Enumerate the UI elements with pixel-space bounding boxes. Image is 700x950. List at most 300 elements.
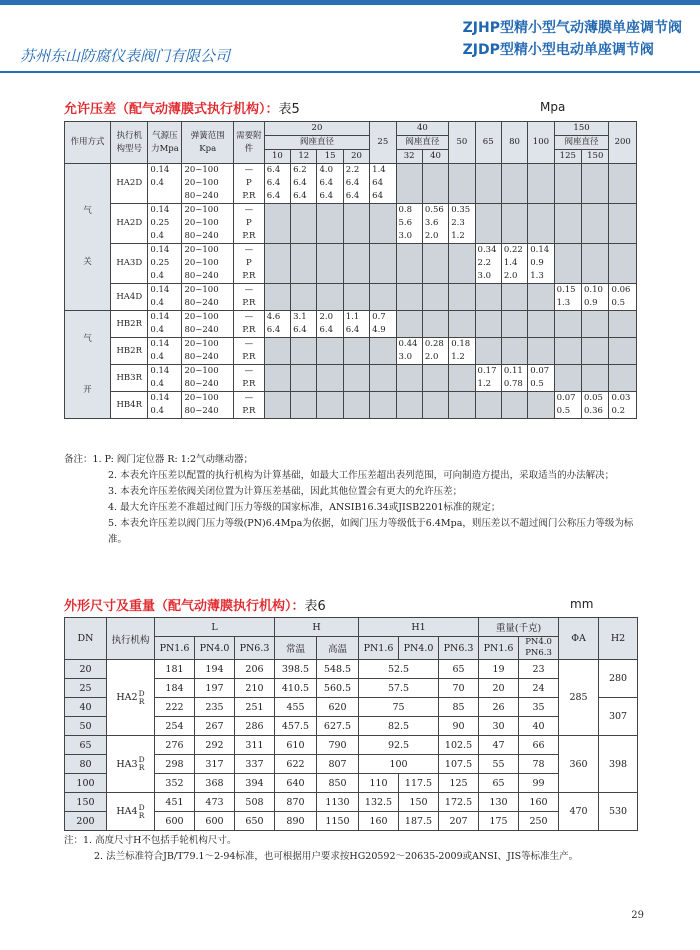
H1-value: 125 xyxy=(439,774,479,793)
table5-title xyxy=(64,98,300,117)
pressure-cell xyxy=(396,164,422,204)
spring-range-cell xyxy=(182,284,234,311)
pressure-cell xyxy=(609,338,637,365)
pressure-cell xyxy=(264,338,290,365)
pressure-cell xyxy=(343,311,369,338)
dn-cell: 150 xyxy=(65,793,107,812)
spring-range-cell xyxy=(182,244,234,284)
cell-line: 0.25 xyxy=(150,218,170,228)
pressure-cell xyxy=(317,164,343,204)
cell-line: 0.28 xyxy=(424,339,444,349)
pressure-cell xyxy=(370,338,396,365)
table5-body xyxy=(65,164,637,419)
table6-unit: mm xyxy=(570,597,594,611)
pressure-cell xyxy=(396,284,422,311)
seat-32: 32 xyxy=(396,150,422,164)
pressure-cell xyxy=(528,311,554,338)
cell-line: P.R xyxy=(242,325,256,335)
cell-line: 6.4 xyxy=(293,325,307,335)
pressure-cell xyxy=(528,204,554,244)
accessory-cell xyxy=(234,365,265,392)
H1-value: 85 xyxy=(439,698,479,717)
table5-unit: Mpa xyxy=(540,100,566,114)
col-spring-range: 弹簧范围Kpa xyxy=(182,122,234,164)
pressure-cell xyxy=(422,311,448,338)
accessory-cell xyxy=(234,392,265,419)
L-value: 311 xyxy=(235,736,275,755)
cell-line: P xyxy=(246,258,252,268)
actuator-model: HB2R xyxy=(111,311,148,338)
H-value: 620 xyxy=(317,698,359,717)
note-3: 3. 本表允许压差依阀关闭位置为计算压差基础，因此其他位置会有更大的允许压差； xyxy=(108,486,463,497)
cell-line: 1.1 xyxy=(345,312,360,322)
col-air-pressure: 气源压力Mpa xyxy=(148,122,182,164)
table5-row xyxy=(65,204,637,244)
cell-line: 4.9 xyxy=(372,325,386,335)
weight-value: 65 xyxy=(479,774,519,793)
pressure-cell xyxy=(609,311,637,338)
pressure-cell xyxy=(396,204,422,244)
pressure-cell xyxy=(554,338,581,365)
pressure-cell xyxy=(582,164,609,204)
air-pressure-cell xyxy=(148,244,182,284)
cell-line: 6.4 xyxy=(293,191,307,201)
actuator-model: HA4D xyxy=(111,284,148,311)
cell-line: 0.14 xyxy=(150,312,170,322)
cell-line: 2.0 xyxy=(424,352,439,362)
pressure-cell xyxy=(370,392,396,419)
H1-value: 92.5 xyxy=(359,736,439,755)
col-weight: 重量(千克) xyxy=(479,618,559,637)
W-pn40-63: PN4.0 PN6.3 xyxy=(519,637,559,660)
table5-row xyxy=(65,164,637,204)
cell-line: 20~100 xyxy=(184,245,219,255)
L-value: 473 xyxy=(195,793,235,812)
table6-number: 表6 xyxy=(304,599,326,614)
pressure-cell xyxy=(291,204,317,244)
table6-row xyxy=(65,793,638,812)
H-value: 790 xyxy=(317,736,359,755)
H-value: 640 xyxy=(275,774,317,793)
actuator-cell xyxy=(107,736,155,793)
H-value: 627.5 xyxy=(317,717,359,736)
col-actuator: 执行机构 xyxy=(107,618,155,660)
header-title-1: ZJHP型精小型气动薄膜单座调节阀 xyxy=(462,20,682,36)
pressure-cell xyxy=(370,365,396,392)
air-pressure-cell xyxy=(148,392,182,419)
cell-line: 2.0 xyxy=(319,312,333,322)
pressure-cell xyxy=(609,392,637,419)
H-value: 1150 xyxy=(317,812,359,831)
pressure-cell xyxy=(264,284,290,311)
H1-value: 100 xyxy=(359,755,439,774)
L-value: 337 xyxy=(235,755,275,774)
pressure-cell xyxy=(291,164,317,204)
cell-line: 80~240 xyxy=(184,352,219,362)
seat-15: 15 xyxy=(317,150,343,164)
accessory-cell xyxy=(234,338,265,365)
cell-line: — xyxy=(244,312,254,322)
note-2: 2. 本表允许压差以配置的执行机构为计算基础，如最大工作压差超出表列范围，可向制造方提出，采取适当的办法解决； xyxy=(108,470,615,481)
cell-line: 20~100 xyxy=(184,218,219,228)
pressure-cell xyxy=(475,204,501,244)
cell-line: 0.44 xyxy=(398,339,418,349)
table5-row xyxy=(65,392,637,419)
H-value: 850 xyxy=(317,774,359,793)
table5-row xyxy=(65,338,637,365)
seat-40: 40 xyxy=(422,150,448,164)
weight-value: 30 xyxy=(479,717,519,736)
cell-line: 0.9 xyxy=(584,298,598,308)
weight-value: 47 xyxy=(479,736,519,755)
dn-50: 50 xyxy=(449,122,475,164)
pressure-cell xyxy=(396,244,422,284)
H1-value: 75 xyxy=(359,698,439,717)
weight-value: 250 xyxy=(519,812,559,831)
dn-65: 65 xyxy=(475,122,501,164)
L-value: 251 xyxy=(235,698,275,717)
L-value: 194 xyxy=(195,660,235,679)
L-value: 352 xyxy=(155,774,195,793)
cell-line: 80~240 xyxy=(184,325,219,335)
pressure-cell xyxy=(554,164,581,204)
cell-line: 2.2 xyxy=(477,258,492,268)
cell-line: 0.14 xyxy=(150,285,170,295)
pressure-cell xyxy=(582,204,609,244)
L-value: 600 xyxy=(155,812,195,831)
note-4: 4. 最大允许压差不准超过阀门压力等级的国家标准，ANSIB16.34或JISB2201标准的规定； xyxy=(108,502,501,513)
H-high: 高温 xyxy=(317,637,359,660)
weight-value: 26 xyxy=(479,698,519,717)
weight-value: 66 xyxy=(519,736,559,755)
table6-title-text: 外形尺寸及重量（配气动薄膜执行机构）： xyxy=(64,599,305,614)
pressure-cell xyxy=(343,365,369,392)
H1-value: 150 xyxy=(399,793,439,812)
pressure-cell xyxy=(501,284,527,311)
allowable-pressure-table xyxy=(64,121,637,419)
pressure-cell xyxy=(422,204,448,244)
cell-line: P.R xyxy=(242,379,256,389)
H-value: 457.5 xyxy=(275,717,317,736)
pressure-cell xyxy=(475,392,501,419)
pressure-cell xyxy=(370,311,396,338)
accessory-cell xyxy=(234,311,265,338)
cell-line: 0.11 xyxy=(503,366,523,376)
phiA-value: 360 xyxy=(559,736,599,793)
pressure-cell xyxy=(501,164,527,204)
pressure-cell xyxy=(291,365,317,392)
seat-dia-40: 阀座直径 xyxy=(396,136,449,150)
cell-line: — xyxy=(244,245,254,255)
H-normal: 常温 xyxy=(275,637,317,660)
pressure-cell xyxy=(528,164,554,204)
seat-150: 150 xyxy=(582,150,609,164)
accessory-cell xyxy=(234,284,265,311)
L-value: 181 xyxy=(155,660,195,679)
H2-value: 280 xyxy=(599,660,638,698)
pressure-cell xyxy=(264,365,290,392)
dn-cell: 20 xyxy=(65,660,107,679)
cell-line: 6.4 xyxy=(266,191,281,201)
pressure-cell xyxy=(396,365,422,392)
table5-number: 表5 xyxy=(278,102,300,117)
spring-range-cell xyxy=(182,204,234,244)
col-H: H xyxy=(275,618,359,637)
pressure-cell xyxy=(317,244,343,284)
cell-line: 0.4 xyxy=(150,406,164,416)
cell-line: 64 xyxy=(372,178,383,188)
cell-line: 2.3 xyxy=(451,218,465,228)
H1-value: 172.5 xyxy=(439,793,479,812)
weight-value: 78 xyxy=(519,755,559,774)
cell-line: 20~100 xyxy=(184,339,219,349)
H1-value: 52.5 xyxy=(359,660,439,679)
cell-line: 2.0 xyxy=(424,231,439,241)
pressure-cell xyxy=(501,204,527,244)
H-value: 890 xyxy=(275,812,317,831)
actuator-model: HB3R xyxy=(111,365,148,392)
cell-line: P.R xyxy=(242,191,256,201)
pressure-cell xyxy=(449,392,475,419)
pressure-cell xyxy=(343,338,369,365)
cell-line: 0.2 xyxy=(611,406,625,416)
cell-line: 6.4 xyxy=(319,178,333,188)
H2-value: 307 xyxy=(599,698,638,736)
cell-line: 2.0 xyxy=(503,271,518,281)
pressure-cell xyxy=(528,244,554,284)
phiA-value: 285 xyxy=(559,660,599,736)
cell-line: 6.4 xyxy=(266,165,281,175)
direct-label: D xyxy=(138,688,145,698)
cell-line: 6.4 xyxy=(319,325,333,335)
cell-line: 0.07 xyxy=(556,393,576,403)
note-5: 5. 本表允许压差以阀门压力等级(PN)6.4Mpa为依据，如阀门压力等级低于6.4Mpa，则压差以不超过阀门公称压力等级为标准。 xyxy=(108,518,634,545)
H1-value: 82.5 xyxy=(359,717,439,736)
pressure-cell xyxy=(291,311,317,338)
H-value: 610 xyxy=(275,736,317,755)
page-header xyxy=(0,5,700,73)
L-value: 317 xyxy=(195,755,235,774)
pressure-cell xyxy=(554,244,581,284)
pressure-cell xyxy=(449,311,475,338)
pressure-cell xyxy=(422,338,448,365)
pressure-cell xyxy=(501,365,527,392)
weight-value: 20 xyxy=(479,679,519,698)
H-value: 398.5 xyxy=(275,660,317,679)
pressure-cell xyxy=(449,338,475,365)
direct-label: D xyxy=(138,755,145,764)
pressure-cell xyxy=(501,311,527,338)
H1-value: 207 xyxy=(439,812,479,831)
pressure-cell xyxy=(449,365,475,392)
dn-cell: 40 xyxy=(65,698,107,717)
L-value: 276 xyxy=(155,736,195,755)
cell-line: 0.5 xyxy=(611,298,625,308)
pressure-cell xyxy=(422,244,448,284)
dn-150: 150 xyxy=(554,122,609,136)
actuator-model: HB2R xyxy=(111,338,148,365)
cell-line: 2.2 xyxy=(345,165,360,175)
cell-line: P xyxy=(246,218,252,228)
pressure-cell xyxy=(343,392,369,419)
weight-value: 160 xyxy=(519,793,559,812)
group-label: 开 xyxy=(83,384,92,395)
cell-line: 0.17 xyxy=(477,366,497,376)
cell-line: 0.36 xyxy=(584,406,603,416)
cell-line: 20~100 xyxy=(184,178,219,188)
col-dn: DN xyxy=(65,618,107,660)
cell-line: 3.1 xyxy=(293,312,307,322)
pressure-cell xyxy=(422,164,448,204)
cell-line: 0.14 xyxy=(530,245,550,255)
H1-value: 187.5 xyxy=(399,812,439,831)
table6-body xyxy=(65,660,638,831)
spring-range-cell xyxy=(182,392,234,419)
air-pressure-cell xyxy=(148,284,182,311)
pressure-cell xyxy=(317,311,343,338)
weight-value: 19 xyxy=(479,660,519,679)
reverse-label: R xyxy=(138,696,145,706)
table5-row xyxy=(65,244,637,284)
dn-cell: 50 xyxy=(65,717,107,736)
pressure-cell xyxy=(449,204,475,244)
dn-20: 20 xyxy=(264,122,369,136)
cell-line: 0.05 xyxy=(584,393,603,403)
H-value: 455 xyxy=(275,698,317,717)
pressure-cell xyxy=(501,392,527,419)
pressure-cell xyxy=(475,244,501,284)
pressure-cell xyxy=(609,204,637,244)
pressure-cell xyxy=(343,244,369,284)
cell-line: 6.4 xyxy=(345,325,360,335)
cell-line: 20~100 xyxy=(184,205,219,215)
cell-line: 0.5 xyxy=(530,379,544,389)
H1-pn40: PN4.0 xyxy=(399,637,439,660)
dn-cell: 65 xyxy=(65,736,107,755)
pressure-cell xyxy=(422,365,448,392)
t6-note-1: 注：1. 高度尺寸H不包括手轮机构尺寸。 xyxy=(64,835,237,846)
pressure-cell xyxy=(449,244,475,284)
pressure-cell xyxy=(582,392,609,419)
spring-range-cell xyxy=(182,311,234,338)
dn-cell: 80 xyxy=(65,755,107,774)
L-pn40: PN4.0 xyxy=(195,637,235,660)
L-value: 600 xyxy=(195,812,235,831)
cell-line: 0.10 xyxy=(584,285,603,295)
accessory-cell xyxy=(234,204,265,244)
cell-line: — xyxy=(244,366,254,376)
weight-value: 55 xyxy=(479,755,519,774)
cell-line: 1.3 xyxy=(530,271,544,281)
pressure-cell xyxy=(582,284,609,311)
pressure-cell xyxy=(554,365,581,392)
cell-line: 0.25 xyxy=(150,258,170,268)
actuator-cell xyxy=(107,660,155,736)
pressure-cell xyxy=(609,244,637,284)
H-value: 410.5 xyxy=(275,679,317,698)
seat-dia-20: 阀座直径 xyxy=(264,136,369,150)
L-pn63: PN6.3 xyxy=(235,637,275,660)
cell-line: 0.15 xyxy=(556,285,576,295)
H2-value: 530 xyxy=(599,793,638,831)
pressure-cell xyxy=(582,338,609,365)
pressure-cell xyxy=(582,244,609,284)
cell-line: — xyxy=(244,285,254,295)
pressure-cell xyxy=(475,284,501,311)
cell-line: 0.34 xyxy=(477,245,497,255)
cell-line: 6.4 xyxy=(345,191,360,201)
pressure-cell xyxy=(370,244,396,284)
pressure-cell xyxy=(501,244,527,284)
H1-value: 65 xyxy=(439,660,479,679)
pressure-cell xyxy=(291,244,317,284)
H1-value: 132.5 xyxy=(359,793,399,812)
weight-value: 24 xyxy=(519,679,559,698)
pressure-cell xyxy=(343,284,369,311)
cell-line: 6.2 xyxy=(293,165,307,175)
pressure-cell xyxy=(291,338,317,365)
H1-value: 160 xyxy=(359,812,399,831)
dn-cell: 100 xyxy=(65,774,107,793)
cell-line xyxy=(150,190,179,203)
H1-value: 107.5 xyxy=(439,755,479,774)
cell-line: 0.4 xyxy=(150,379,164,389)
cell-line: 6.4 xyxy=(266,325,281,335)
pressure-cell xyxy=(317,284,343,311)
cell-line: — xyxy=(244,205,254,215)
L-value: 286 xyxy=(235,717,275,736)
group-air-open xyxy=(65,311,111,419)
pressure-cell xyxy=(528,338,554,365)
cell-line: 20~100 xyxy=(184,165,219,175)
seat-10: 10 xyxy=(264,150,290,164)
dn-25: 25 xyxy=(370,122,396,164)
air-pressure-cell xyxy=(148,311,182,338)
cell-line: 0.4 xyxy=(150,271,164,281)
pressure-cell xyxy=(501,338,527,365)
H-value: 1130 xyxy=(317,793,359,812)
pressure-cell xyxy=(609,164,637,204)
pressure-cell xyxy=(475,311,501,338)
cell-line: 20~100 xyxy=(184,366,219,376)
cell-line: 6.4 xyxy=(345,178,360,188)
pressure-cell xyxy=(554,392,581,419)
pressure-cell xyxy=(475,338,501,365)
actuator-model: HB4R xyxy=(111,392,148,419)
pressure-cell xyxy=(264,311,290,338)
table6-title xyxy=(64,595,326,614)
cell-line: 0.14 xyxy=(150,245,170,255)
pressure-cell xyxy=(317,365,343,392)
pressure-cell xyxy=(609,365,637,392)
cell-line: — xyxy=(244,393,254,403)
dn-80: 80 xyxy=(501,122,527,164)
H1-value: 117.5 xyxy=(399,774,439,793)
H1-pn63: PN6.3 xyxy=(439,637,479,660)
dimensions-weight-table xyxy=(64,617,638,831)
reverse-label: R xyxy=(138,810,145,820)
cell-line: 6.4 xyxy=(319,191,333,201)
page-number: 29 xyxy=(631,910,644,921)
H-value: 548.5 xyxy=(317,660,359,679)
pressure-cell xyxy=(582,311,609,338)
cell-line: P.R xyxy=(242,231,256,241)
pressure-cell xyxy=(449,284,475,311)
accessory-cell xyxy=(234,164,265,204)
cell-line: P xyxy=(246,178,252,188)
table6-row xyxy=(65,736,638,755)
H1-value: 70 xyxy=(439,679,479,698)
